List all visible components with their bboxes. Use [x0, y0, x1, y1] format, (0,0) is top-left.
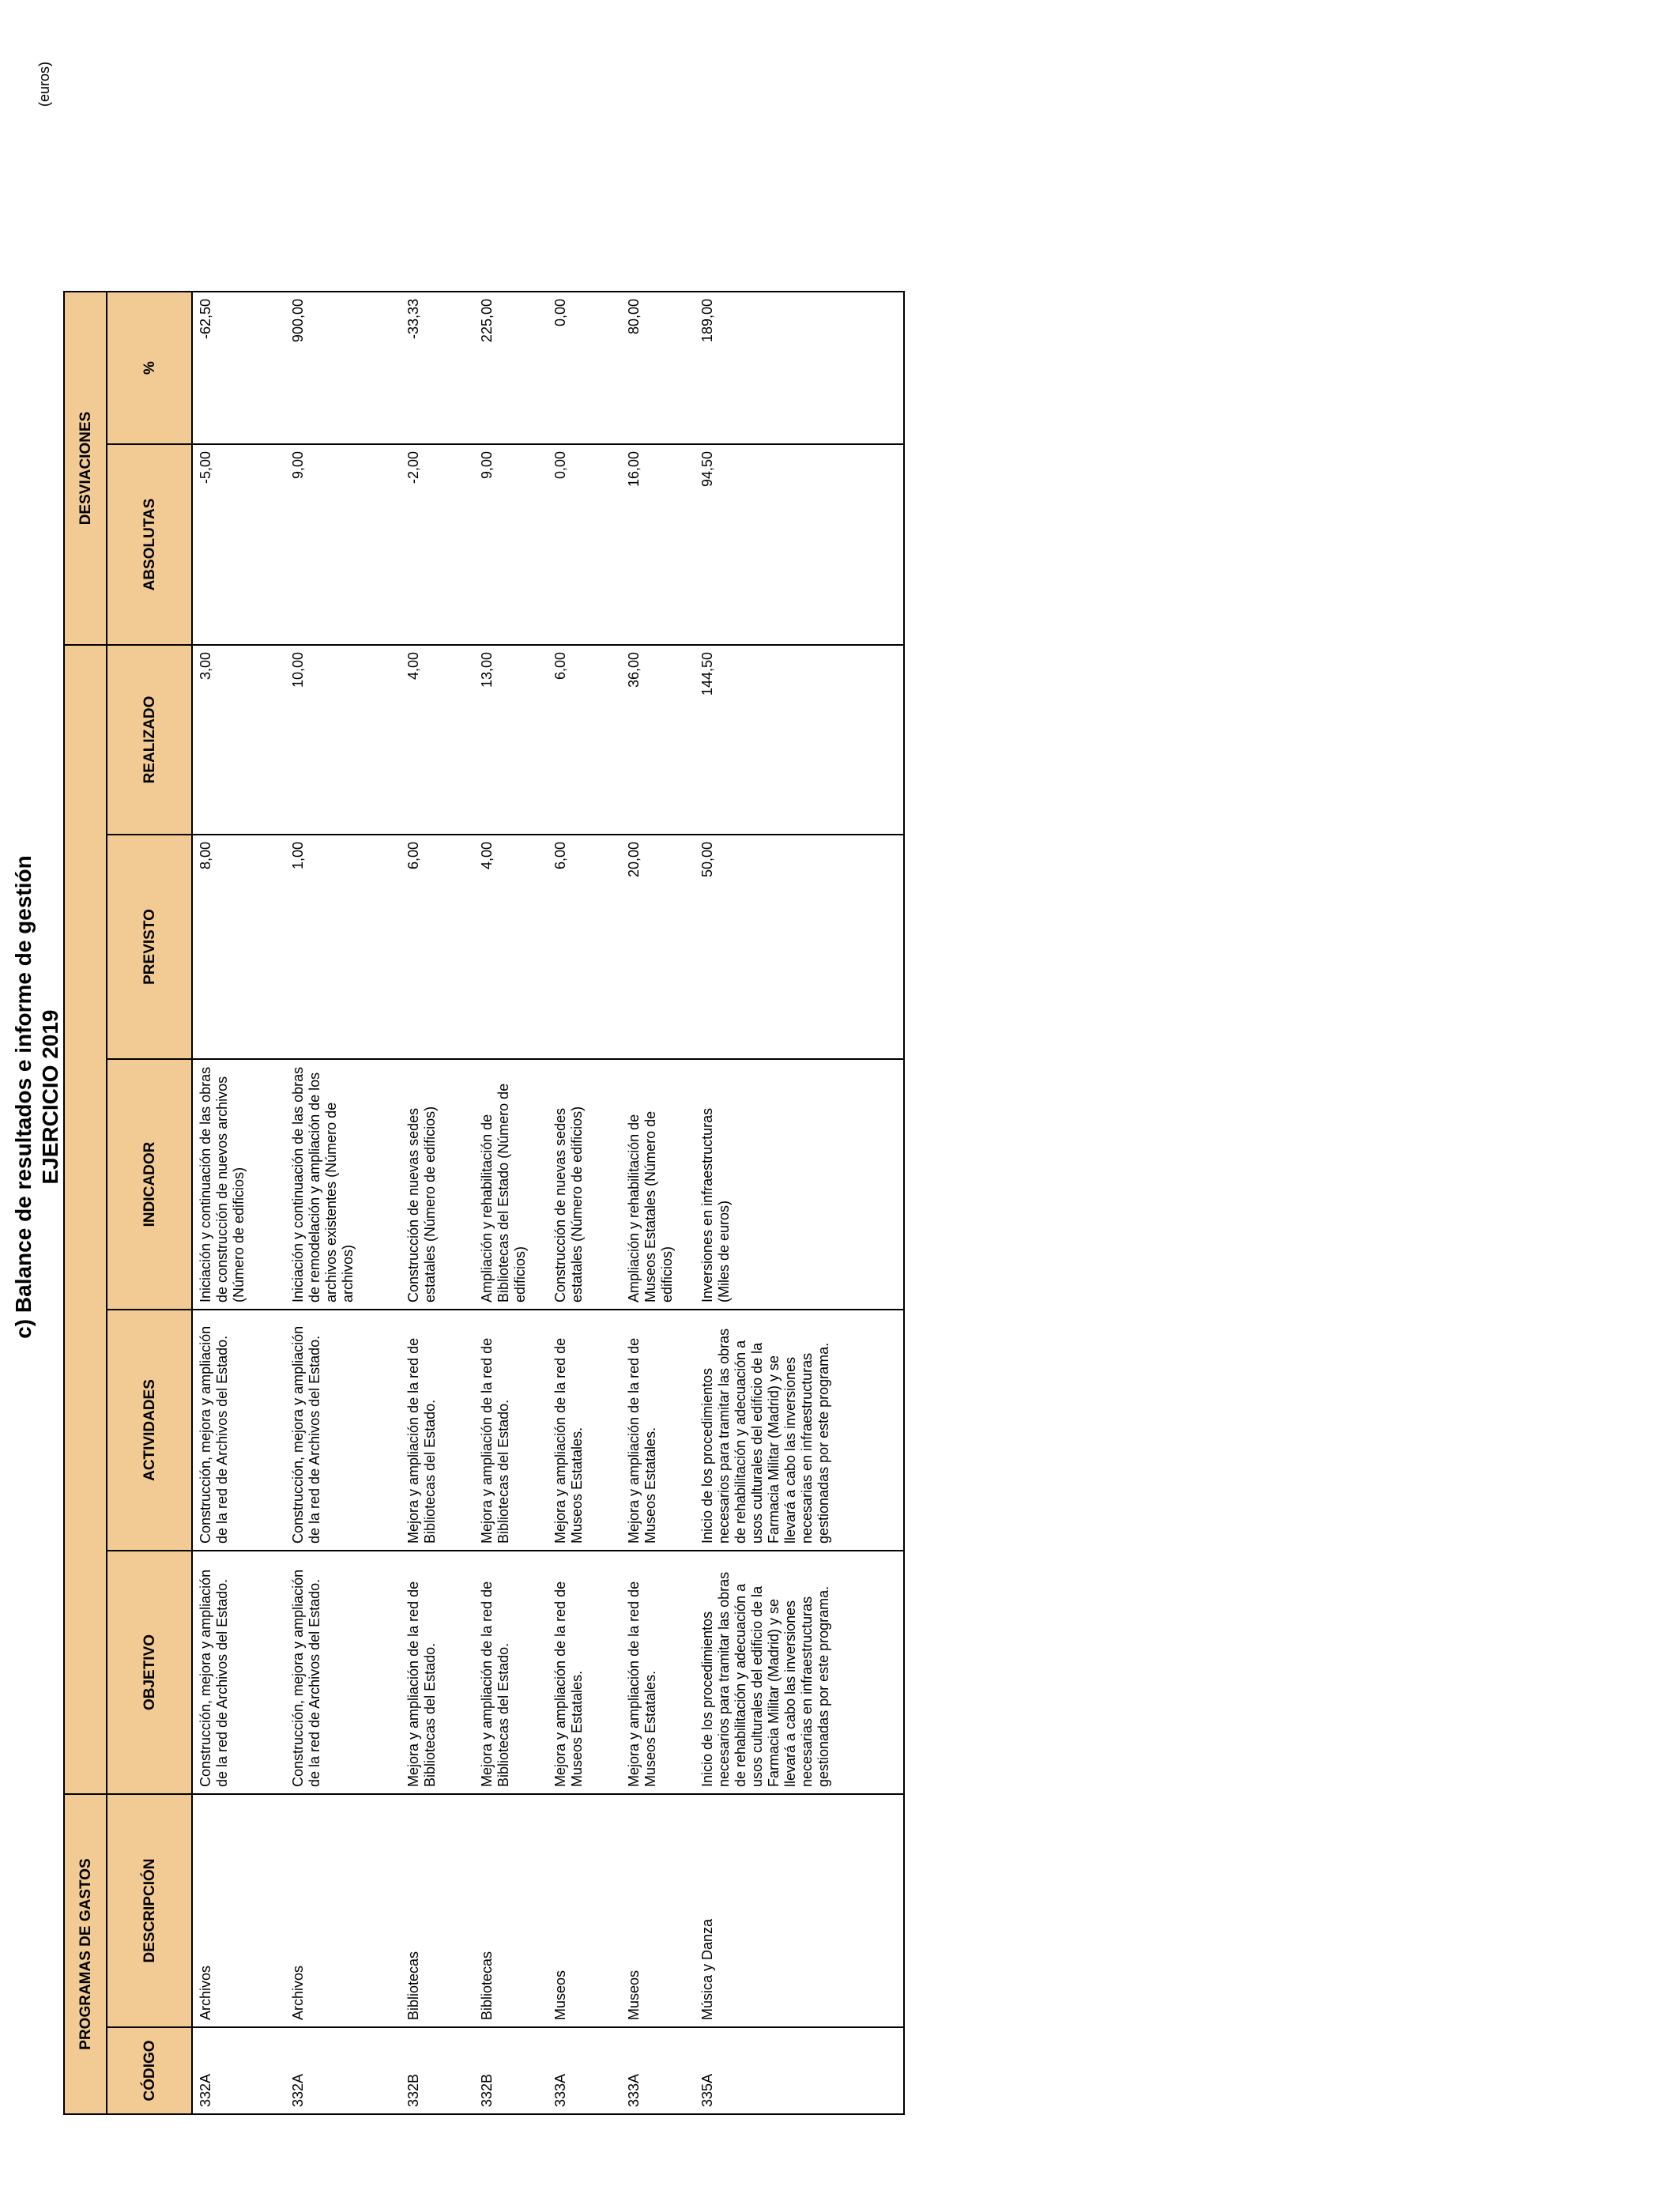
column-header-actividades: ACTIVIDADES — [107, 1310, 192, 1551]
cell-absolutas: 94,50 — [695, 444, 904, 645]
cell-actividades: Mejora y ampliación de la red de Bibliotecas del Estado. — [474, 1310, 548, 1551]
table-row — [548, 292, 621, 2114]
cell-objetivo: Mejora y ampliación de la red de Bibliotecas del Estado. — [474, 1551, 548, 1794]
cell-porcentaje: 225,00 — [474, 292, 548, 444]
cell-previsto: 4,00 — [474, 835, 548, 1059]
cell-objetivo: Inicio de los procedimientos necesarios para tramitar las obras de rehabilitación y adecuación a usos culturales del edificio de la Farmacia Militar (Madrid) y se llevará a cabo las inversiones necesarias en infraestructuras gestionadas por este programa. — [695, 1551, 904, 1794]
cell-indicador: Ampliación y rehabilitación de Museos Estatales (Número de edificios) — [621, 1059, 695, 1310]
cell-codigo: 332B — [474, 2027, 548, 2114]
cell-porcentaje: 189,00 — [695, 292, 904, 444]
cell-codigo: 332A — [192, 2027, 285, 2114]
cell-codigo: 335A — [695, 2027, 904, 2114]
column-header-indicador: INDICADOR — [107, 1059, 192, 1310]
cell-indicador: Construcción de nuevas sedes estatales (Número de edificios) — [401, 1059, 474, 1310]
cell-actividades: Inicio de los procedimientos necesarios para tramitar las obras de rehabilitación y adecuación a usos culturales del edificio de la Farmacia Militar (Madrid) y se llevará a cabo las inversiones necesarias en infraestructuras gestionadas por este programa. — [695, 1310, 904, 1551]
cell-objetivo: Mejora y ampliación de la red de Bibliotecas del Estado. — [401, 1551, 474, 1794]
cell-absolutas: 16,00 — [621, 444, 695, 645]
group-header-programas: PROGRAMAS DE GASTOS — [64, 1794, 107, 2114]
cell-porcentaje: 80,00 — [621, 292, 695, 444]
cell-descripcion: Archivos — [192, 1794, 285, 2027]
cell-indicador: Inversiones en infraestructuras (Miles de euros) — [695, 1059, 904, 1310]
cell-objetivo: Mejora y ampliación de la red de Museos Estatales. — [548, 1551, 621, 1794]
cell-indicador: Ampliación y rehabilitación de Bibliotecas del Estado (Número de edificios) — [474, 1059, 548, 1310]
cell-descripcion: Bibliotecas — [474, 1794, 548, 2027]
cell-absolutas: -2,00 — [401, 444, 474, 645]
cell-codigo: 333A — [548, 2027, 621, 2114]
column-header-realizado: REALIZADO — [107, 645, 192, 835]
cell-previsto: 20,00 — [621, 835, 695, 1059]
cell-absolutas: -5,00 — [192, 444, 285, 645]
cell-previsto: 50,00 — [695, 835, 904, 1059]
report-subtitle: EJERCICIO 2019 — [38, 1009, 62, 1185]
cell-actividades: Mejora y ampliación de la red de Museos Estatales. — [548, 1310, 621, 1551]
cell-actividades: Construcción, mejora y ampliación de la red de Archivos del Estado. — [285, 1310, 401, 1551]
group-header-desviaciones: DESVIACIONES — [64, 292, 107, 645]
cell-actividades: Mejora y ampliación de la red de Museos Estatales. — [621, 1310, 695, 1551]
cell-realizado: 6,00 — [548, 645, 621, 835]
cell-objetivo: Construcción, mejora y ampliación de la red de Archivos del Estado. — [192, 1551, 285, 1794]
cell-indicador: Iniciación y continuación de las obras de remodelación y ampliación de los archivos existentes (Número de archivos) — [285, 1059, 401, 1310]
results-table — [63, 291, 905, 2115]
cell-actividades: Construcción, mejora y ampliación de la red de Archivos del Estado. — [192, 1310, 285, 1551]
cell-objetivo: Mejora y ampliación de la red de Museos Estatales. — [621, 1551, 695, 1794]
column-header-absolutas: ABSOLUTAS — [107, 444, 192, 645]
cell-realizado: 10,00 — [285, 645, 401, 835]
table-row — [401, 292, 474, 2114]
table-row — [621, 292, 695, 2114]
cell-indicador: Construcción de nuevas sedes estatales (Número de edificios) — [548, 1059, 621, 1310]
cell-absolutas: 9,00 — [474, 444, 548, 645]
cell-descripcion: Museos — [621, 1794, 695, 2027]
table-row — [285, 292, 401, 2114]
column-header-codigo: CÓDIGO — [107, 2027, 192, 2114]
cell-absolutas: 0,00 — [548, 444, 621, 645]
unit-label: (euros) — [36, 62, 52, 107]
cell-porcentaje: -62,50 — [192, 292, 285, 444]
cell-porcentaje: -33,33 — [401, 292, 474, 444]
cell-porcentaje: 0,00 — [548, 292, 621, 444]
cell-descripcion: Bibliotecas — [401, 1794, 474, 2027]
column-header-porcentaje: % — [107, 292, 192, 444]
cell-codigo: 332A — [285, 2027, 401, 2114]
cell-descripcion: Museos — [548, 1794, 621, 2027]
group-header-blank — [64, 645, 107, 1794]
cell-previsto: 8,00 — [192, 835, 285, 1059]
table-row — [695, 292, 904, 2114]
cell-realizado: 3,00 — [192, 645, 285, 835]
cell-realizado: 144,50 — [695, 645, 904, 835]
cell-descripcion: Archivos — [285, 1794, 401, 2027]
cell-realizado: 13,00 — [474, 645, 548, 835]
table-row — [192, 292, 285, 2114]
report-title: c) Balance de resultados e informe de gestión — [11, 855, 36, 1339]
cell-absolutas: 9,00 — [285, 444, 401, 645]
cell-descripcion: Música y Danza — [695, 1794, 904, 2027]
cell-codigo: 332B — [401, 2027, 474, 2114]
cell-previsto: 6,00 — [548, 835, 621, 1059]
cell-realizado: 4,00 — [401, 645, 474, 835]
cell-porcentaje: 900,00 — [285, 292, 401, 444]
table-row — [474, 292, 548, 2114]
cell-realizado: 36,00 — [621, 645, 695, 835]
column-header-descripcion: DESCRIPCIÓN — [107, 1794, 192, 2027]
cell-actividades: Mejora y ampliación de la red de Bibliotecas del Estado. — [401, 1310, 474, 1551]
cell-previsto: 6,00 — [401, 835, 474, 1059]
cell-objetivo: Construcción, mejora y ampliación de la red de Archivos del Estado. — [285, 1551, 401, 1794]
column-header-objetivo: OBJETIVO — [107, 1551, 192, 1794]
cell-previsto: 1,00 — [285, 835, 401, 1059]
cell-codigo: 333A — [621, 2027, 695, 2114]
column-header-previsto: PREVISTO — [107, 835, 192, 1059]
cell-indicador: Iniciación y continuación de las obras de construcción de nuevos archivos (Número de edificios) — [192, 1059, 285, 1310]
